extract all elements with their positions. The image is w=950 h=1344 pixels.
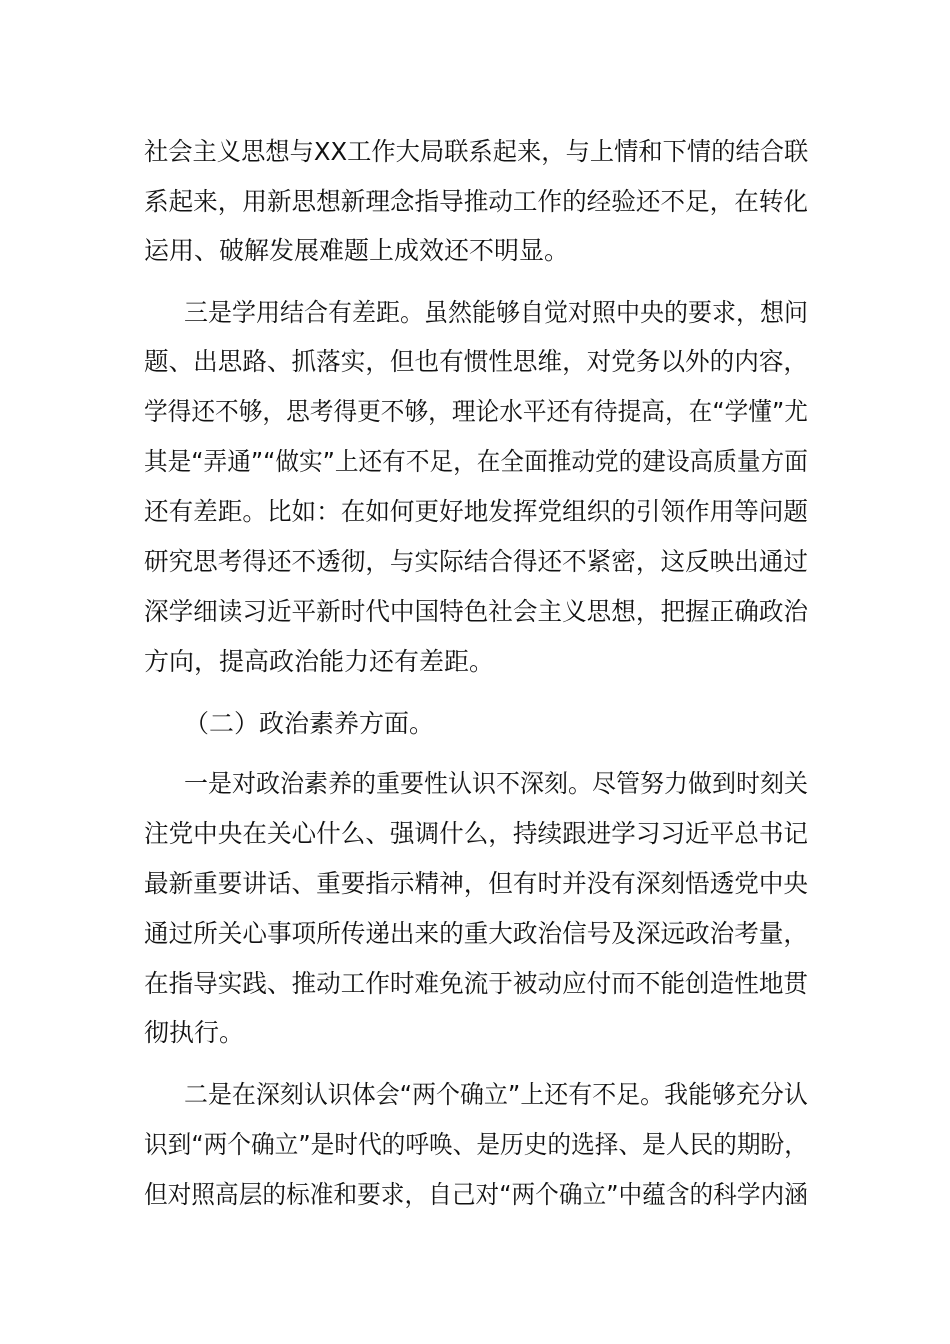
text-line: 题、出思路、抓落实，但也有惯性思维，对党务以外的内容， — [144, 347, 809, 376]
section-heading: （二）政治素养方面。 — [184, 709, 435, 738]
text-line: 运用、破解发展难题上成效还不明显。 — [144, 236, 570, 265]
paragraph-first-line: 二是在深刻认识体会“两个确立”上还有不足。我能够充分认 — [184, 1080, 808, 1109]
text-line: 学得还不够，思考得更不够，理论水平还有待提高，在“学懂”尤 — [144, 397, 808, 426]
paragraph-first-line: 三是学用结合有差距。虽然能够自觉对照中央的要求，想问 — [184, 298, 809, 327]
text-line: 识到“两个确立”是时代的呼唤、是历史的选择、是人民的期盼， — [144, 1130, 808, 1159]
text-line: 最新重要讲话、重要指示精神，但有时并没有深刻悟透党中央 — [144, 869, 809, 898]
text-line: 系起来，用新思想新理念指导推动工作的经验还不足，在转化 — [144, 187, 809, 216]
text-line: 方向，提高政治能力还有差距。 — [144, 647, 495, 676]
text-line: 通过所关心事项所传递出来的重大政治信号及深远政治考量， — [144, 919, 809, 948]
paragraph-first-line: 一是对政治素养的重要性认识不深刻。尽管努力做到时刻关 — [184, 769, 809, 798]
text-line: 其是“弄通”“做实”上还有不足，在全面推动党的建设高质量方面 — [144, 447, 808, 476]
text-line: 深学细读习近平新时代中国特色社会主义思想，把握正确政治 — [144, 597, 809, 626]
text-line: 研究思考得还不透彻，与实际结合得还不紧密，这反映出通过 — [144, 547, 809, 576]
text-line: 在指导实践、推动工作时难免流于被动应付而不能创造性地贯 — [144, 969, 809, 998]
text-line: 社会主义思想与XX工作大局联系起来，与上情和下情的结合联 — [144, 137, 809, 166]
text-line: 彻执行。 — [144, 1018, 245, 1047]
text-line: 注党中央在关心什么、强调什么，持续跟进学习习近平总书记 — [144, 819, 809, 848]
text-line: 但对照高层的标准和要求，自己对“两个确立”中蕴含的科学内涵 — [144, 1180, 808, 1209]
text-line: 还有差距。比如：在如何更好地发挥党组织的引领作用等问题 — [144, 497, 809, 526]
